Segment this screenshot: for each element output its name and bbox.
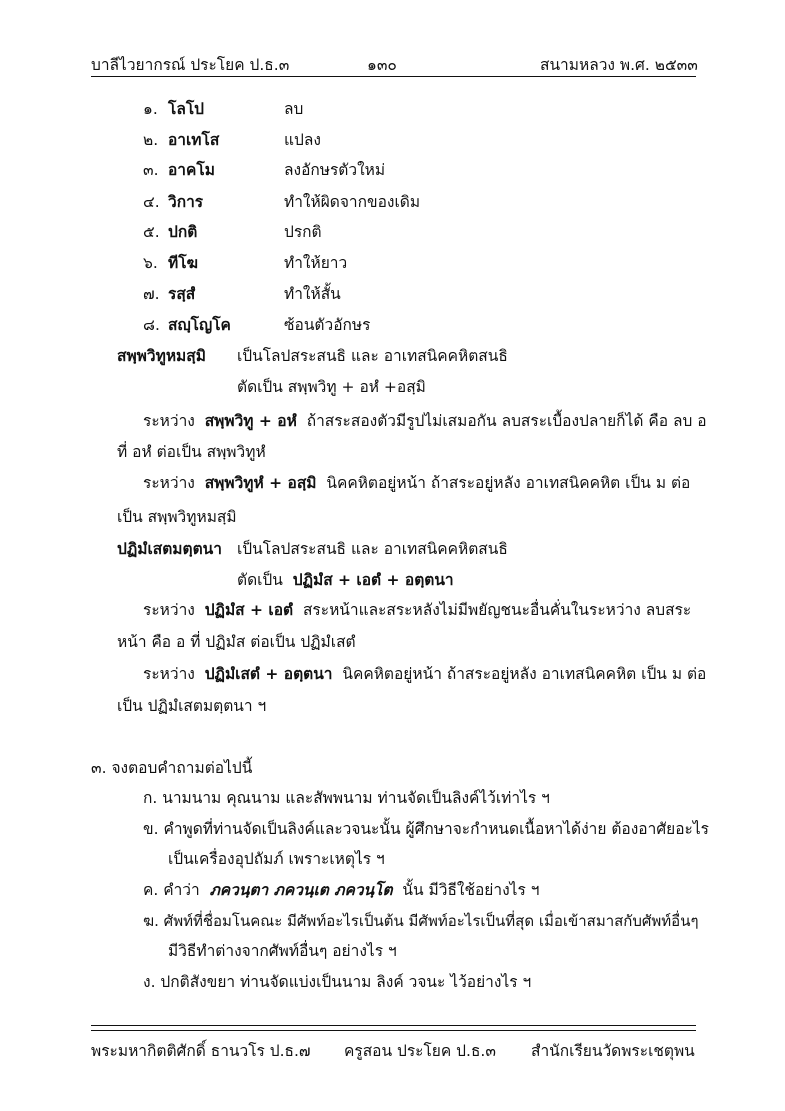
example-word: สพฺพวิทูหมสฺมิ	[117, 347, 206, 365]
rule-meaning: ลงอักษรตัวใหม่	[284, 161, 386, 179]
explanation-line-2: เป็น สพฺพวิทูหมสฺมิ	[117, 508, 237, 526]
rule-meaning: ลบ	[284, 100, 304, 118]
question-item: ฆ. ศัพท์ที่ชื่อมโนคณะ มีศัพท์อะไรเป็นต้น มีศัพท์อะไรเป็นที่สุด เมื่อเข้าสมาสกับศัพท์อื่นๆ	[143, 912, 699, 930]
footer-left: พระมหากิตติศักดิ์ ธานวโร ป.ธ.๗	[91, 1042, 311, 1060]
question-item: ก. นามนาม คุณนาม และสัพพนาม ท่านจัดเป็นลิงค์ไว้เท่าไร ฯ	[143, 789, 550, 807]
header-left: บาลีไวยากรณ์ ประโยค ป.ธ.๓	[91, 56, 290, 74]
explanation-line	[143, 473, 690, 493]
rule-meaning: ทำให้ยาว	[284, 254, 348, 272]
example-split	[237, 570, 454, 590]
footer-rule	[91, 1025, 696, 1026]
rule-term: สญฺโญโค	[168, 316, 231, 334]
rule-meaning: แปลง	[284, 131, 321, 149]
rule-num: ๕.	[143, 223, 160, 241]
rule-term: ปกติ	[168, 223, 198, 241]
question-bold: ภควนฺตา ภควนฺเต ภควนฺโต	[209, 881, 393, 899]
explanation-line-2: เป็น ปฏิมํเสตมตฺตนา ฯ	[117, 697, 267, 715]
rule-num: ๖.	[143, 254, 158, 272]
explanation-text: ถ้าสระสองตัวมีรูปไม่เสมอกัน ลบสระเบื้องปลายก็ได้ คือ ลบ อ	[306, 412, 707, 430]
rule-num: ๗.	[143, 285, 160, 303]
explanation-line	[143, 411, 707, 431]
rule-num: ๒.	[143, 131, 159, 149]
rule-num: ๘.	[143, 316, 160, 334]
explanation-bold: ปฏิมํส + เอตํ	[204, 601, 294, 619]
split-prefix: ตัดเป็น	[237, 571, 283, 589]
rule-term: โลโป	[168, 100, 204, 118]
example-desc: เป็นโลปสระสนธิ และ อาเทสนิคคหิตสนธิ	[237, 347, 508, 365]
explanation-text: นิคคหิตอยู่หน้า ถ้าสระอยู่หลัง อาเทสนิคคหิต เป็น ม ต่อ	[342, 665, 707, 683]
explanation-line	[143, 664, 706, 684]
question-prefix: ค. คำว่า	[143, 881, 200, 899]
header-rule	[91, 76, 696, 77]
explanation-text: สระหน้าและสระหลังไม่มีพยัญชนะอื่นคั่นในระหว่าง ลบสระ	[302, 601, 692, 619]
rule-meaning: ทำให้สั้น	[284, 285, 341, 303]
rule-term: อาคโม	[168, 161, 215, 179]
footer-right: สำนักเรียนวัดพระเชตุพน	[531, 1042, 695, 1060]
explanation-bold: ปฏิมํเสตํ + อตฺตนา	[204, 665, 333, 683]
question-item-cont: มีวิธีทำต่างจากศัพท์อื่นๆ อย่างไร ฯ	[168, 942, 397, 960]
example-desc: เป็นโลปสระสนธิ และ อาเทสนิคคหิตสนธิ	[237, 540, 508, 558]
page-number: ๑๓๐	[367, 56, 397, 74]
rule-term: ทีโฆ	[168, 254, 199, 272]
explanation-prefix: ระหว่าง	[143, 665, 195, 683]
explanation-line-2: หน้า คือ อ ที่ ปฏิมํส ต่อเป็น ปฏิมํเสตํ	[117, 633, 356, 651]
question-text: นั้น มีวิธีใช้อย่างไร ฯ	[402, 881, 540, 899]
footer-center: ครูสอน ประโยค ป.ธ.๓	[344, 1042, 496, 1060]
header-right: สนามหลวง พ.ศ. ๒๕๓๓	[540, 56, 698, 74]
explanation-text: นิคคหิตอยู่หน้า ถ้าสระอยู่หลัง อาเทสนิคคหิต เป็น ม ต่อ	[326, 474, 691, 492]
explanation-line-2: ที่ อหํ ต่อเป็น สพฺพวิทูหํ	[117, 443, 266, 461]
explanation-prefix: ระหว่าง	[143, 412, 195, 430]
rule-meaning: ทำให้ผิดจากของเดิม	[284, 193, 421, 211]
question-heading: ๓. จงตอบคำถามต่อไปนี้	[91, 759, 253, 777]
question-item-cont: เป็นเครื่องอุปถัมภ์ เพราะเหตุไร ฯ	[168, 850, 385, 868]
split-bold: ปฏิมํส + เอตํ + อตฺตนา	[292, 571, 454, 589]
rule-num: ๓.	[143, 161, 159, 179]
question-item	[143, 880, 539, 900]
rule-term: วิการ	[168, 193, 204, 211]
explanation-bold: สพฺพวิทูหํ + อสฺมิ	[204, 474, 317, 492]
explanation-prefix: ระหว่าง	[143, 601, 195, 619]
rule-num: ๑.	[143, 100, 158, 118]
rule-term: รสฺสํ	[168, 285, 196, 303]
rule-meaning: ปรกติ	[284, 223, 322, 241]
rule-meaning: ซ้อนตัวอักษร	[284, 316, 371, 334]
footer-rule-thin	[91, 1030, 696, 1031]
explanation-bold: สพฺพวิทู + อหํ	[204, 412, 297, 430]
example-word: ปฏิมํเสตมตฺตนา	[117, 540, 222, 558]
question-item: ข. คำพูดที่ท่านจัดเป็นลิงค์และวจนะนั้น ผู้ศึกษาจะกำหนดเนื้อหาได้ง่าย ต้องอาศัยอะไร	[143, 820, 709, 838]
question-item: ง. ปกติสังขยา ท่านจัดแบ่งเป็นนาม ลิงค์ วจนะ ไว้อย่างไร ฯ	[143, 973, 532, 991]
rule-num: ๔.	[143, 193, 160, 211]
explanation-prefix: ระหว่าง	[143, 474, 195, 492]
rule-term: อาเทโส	[168, 131, 220, 149]
explanation-line	[143, 600, 691, 620]
example-split: ตัดเป็น สพฺพวิทู + อหํ +อสฺมิ	[237, 378, 426, 396]
